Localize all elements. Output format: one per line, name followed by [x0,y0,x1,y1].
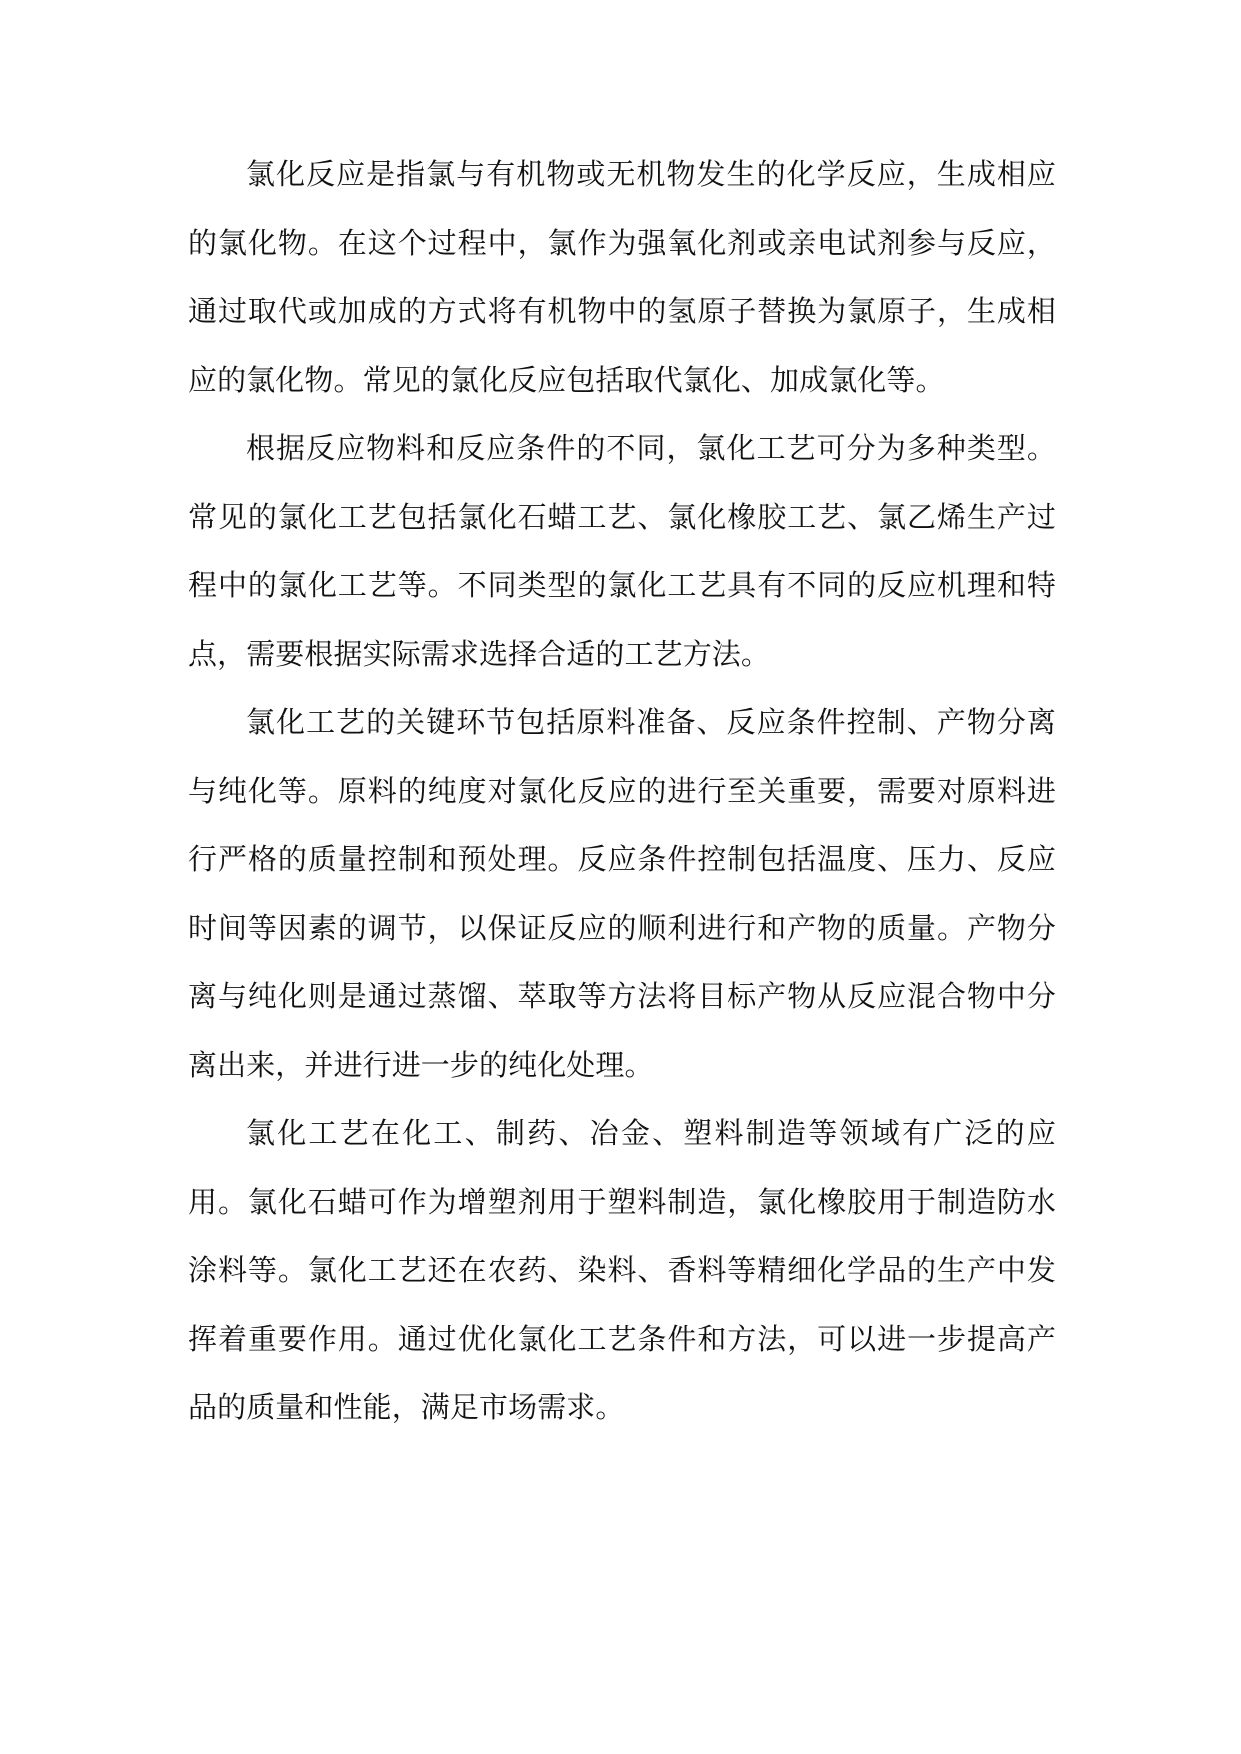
paragraph-key-steps: 氯化工艺的关键环节包括原料准备、反应条件控制、产物分离与纯化等。原料的纯度对氯化反应的进行至关重要，需要对原料进行严格的质量控制和预处理。反应条件控制包括温度、压力、反应时间等因素的调节，以保证反应的顺利进行和产物的质量。产物分离与纯化则是通过蒸馏、萃取等方法将目标产物从反应混合物中分离出来，并进行进一步的纯化处理。 [188,705,1056,1082]
paragraph-chlorination-reaction: 氯化反应是指氯与有机物或无机物发生的化学反应，生成相应的氯化物。在这个过程中，氯作为强氧化剂或亲电试剂参与反应，通过取代或加成的方式将有机物中的氢原子替换为氯原子，生成相应的氯化物。常见的氯化反应包括取代氯化、加成氯化等。 [188,157,1056,397]
paragraph-applications: 氯化工艺在化工、制药、冶金、塑料制造等领域有广泛的应用。氯化石蜡可作为增塑剂用于塑料制造，氯化橡胶用于制造防水涂料等。氯化工艺还在农药、染料、香料等精细化学品的生产中发挥着重要作用。通过优化氯化工艺条件和方法，可以进一步提高产品的质量和性能，满足市场需求。 [188,1116,1056,1424]
paragraph-process-types: 根据反应物料和反应条件的不同，氯化工艺可分为多种类型。常见的氯化工艺包括氯化石蜡工艺、氯化橡胶工艺、氯乙烯生产过程中的氯化工艺等。不同类型的氯化工艺具有不同的反应机理和特点，需要根据实际需求选择合适的工艺方法。 [188,431,1056,671]
document-body [188,140,1056,1442]
